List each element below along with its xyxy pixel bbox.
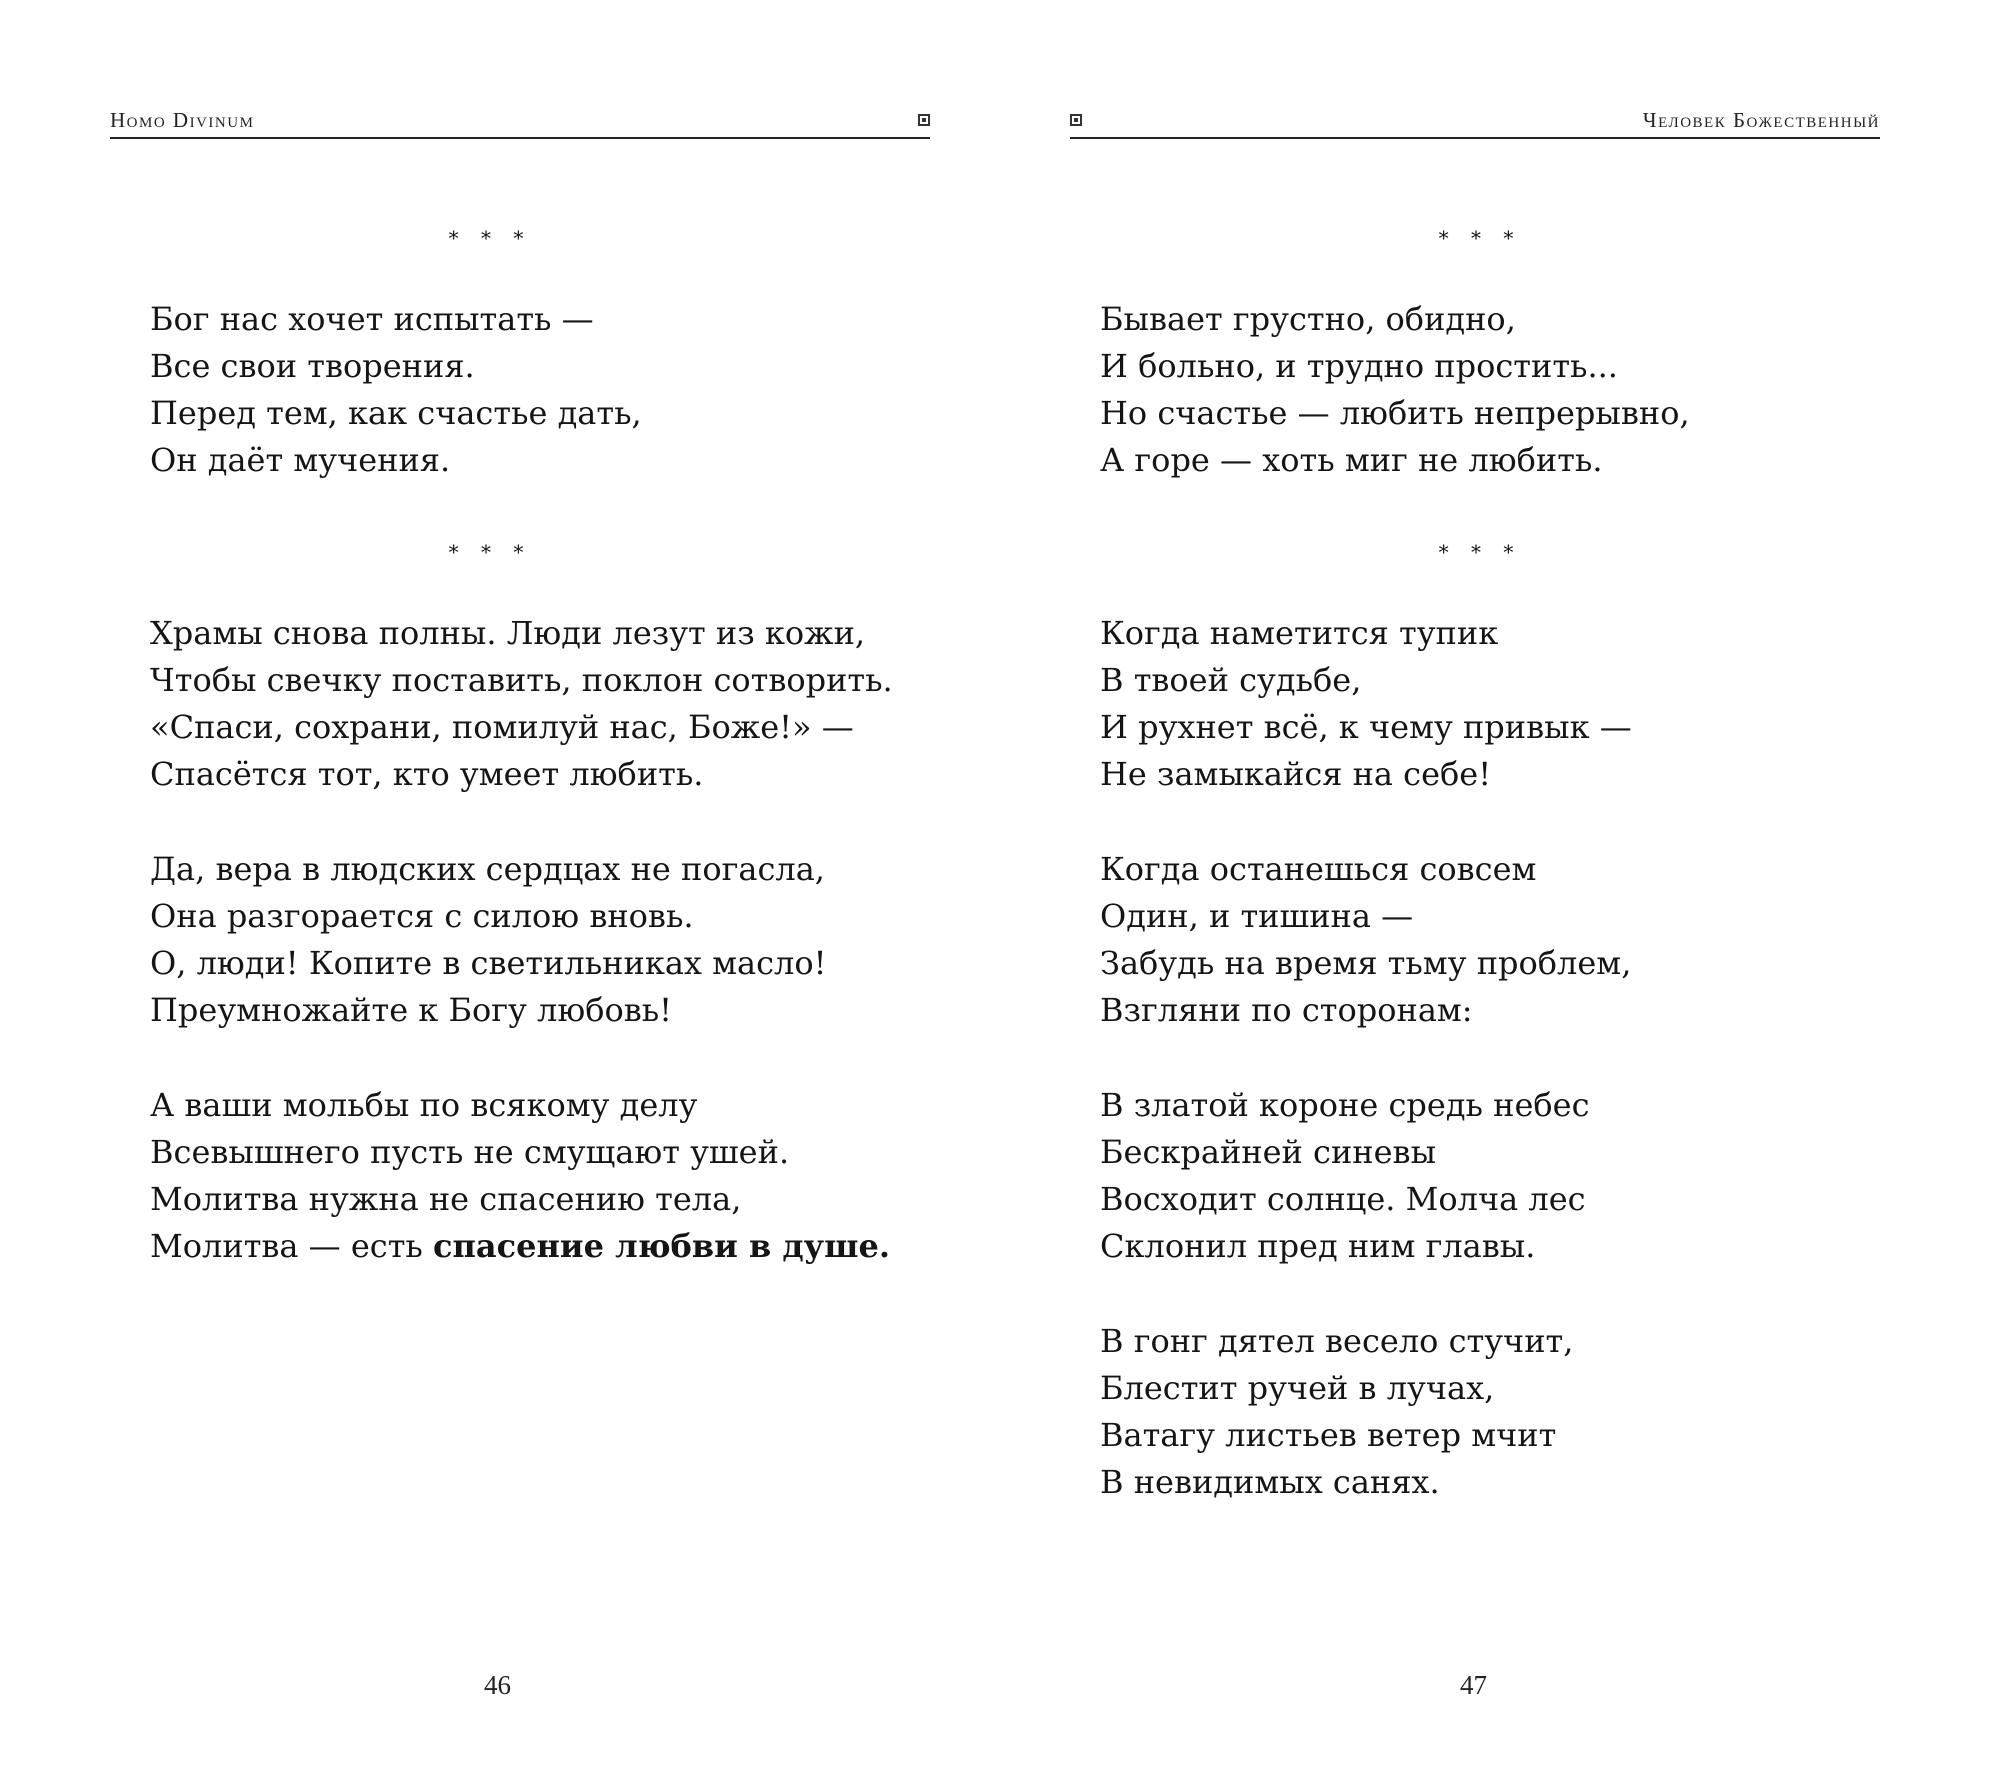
poem-line: Всевышнего пусть не смущают ушей. bbox=[150, 1133, 790, 1171]
poem-line: Один, и тишина — bbox=[1100, 897, 1414, 935]
poem bbox=[1100, 532, 1860, 1506]
poem-line: А ваши мольбы по всякому делу bbox=[150, 1086, 698, 1124]
poem-line: Чтобы свечку поставить, поклон сотворить. bbox=[150, 661, 893, 699]
poem-line: И больно, и трудно простить... bbox=[1100, 347, 1618, 385]
stanza bbox=[1100, 296, 1860, 484]
running-head-right: Человек Божественный bbox=[1642, 108, 1880, 132]
stanza bbox=[1100, 1318, 1860, 1506]
poem bbox=[150, 218, 910, 484]
stanza bbox=[150, 846, 910, 1034]
poem-line: Взгляни по сторонам: bbox=[1100, 991, 1473, 1029]
poem-line: Когда наметится тупик bbox=[1100, 614, 1499, 652]
poem-line: Преумножайте к Богу любовь! bbox=[150, 991, 673, 1029]
poem-line: Да, вера в людских сердцах не погасла, bbox=[150, 850, 825, 888]
poem-line: Восходит солнце. Молча лес bbox=[1100, 1180, 1586, 1218]
poem-line: Блестит ручей в лучах, bbox=[1100, 1369, 1495, 1407]
ornament-icon bbox=[918, 114, 930, 126]
poem-line: Бывает грустно, обидно, bbox=[1100, 300, 1516, 338]
page-number-right: 47 bbox=[1460, 1670, 1487, 1700]
poem-line: Все свои творения. bbox=[150, 347, 475, 385]
stanza bbox=[1100, 1082, 1860, 1270]
poem-line: В златой короне средь небес bbox=[1100, 1086, 1590, 1124]
poem-separator: * * * bbox=[448, 226, 532, 250]
poem-line: Не замыкайся на себе! bbox=[1100, 755, 1492, 793]
poem-separator: * * * bbox=[1438, 540, 1522, 564]
poem-line: А горе — хоть миг не любить. bbox=[1100, 441, 1603, 479]
poem-line: В невидимых санях. bbox=[1100, 1463, 1440, 1501]
stanza bbox=[1100, 846, 1860, 1034]
page-number-left: 46 bbox=[484, 1670, 511, 1700]
stanza bbox=[150, 296, 910, 484]
poem-line: Бог нас хочет испытать — bbox=[150, 300, 594, 338]
poem-separator: * * * bbox=[448, 540, 532, 564]
poem-line: Храмы снова полны. Люди лезут из кожи, bbox=[150, 614, 866, 652]
stanza bbox=[150, 610, 910, 798]
poem bbox=[1100, 218, 1860, 484]
poem-line-final bbox=[150, 1223, 910, 1270]
right-page-content bbox=[1100, 218, 1860, 1554]
poem-line: Когда останешься совсем bbox=[1100, 850, 1537, 888]
poem-line: Ватагу листьев ветер мчит bbox=[1100, 1416, 1557, 1454]
poem-line: Перед тем, как счастье дать, bbox=[150, 394, 642, 432]
poem-line: В твоей судьбе, bbox=[1100, 661, 1362, 699]
right-page bbox=[1000, 0, 2000, 1788]
poem-line: В гонг дятел весело стучит, bbox=[1100, 1322, 1574, 1360]
poem-line: Но счастье — любить непрерывно, bbox=[1100, 394, 1690, 432]
header-rule bbox=[1070, 137, 1880, 139]
header-rule bbox=[110, 137, 930, 139]
poem-line-bold: спасение любви в душе. bbox=[432, 1227, 891, 1265]
poem-line: Склонил пред ним главы. bbox=[1100, 1227, 1536, 1265]
poem-line: «Спаси, сохрани, помилуй нас, Боже!» — bbox=[150, 708, 854, 746]
poem bbox=[150, 532, 910, 1270]
stanza bbox=[150, 1082, 910, 1270]
left-page-content bbox=[150, 218, 910, 1318]
poem-line: Спасётся тот, кто умеет любить. bbox=[150, 755, 704, 793]
ornament-icon bbox=[1070, 114, 1082, 126]
running-head-left: Homo Divinum bbox=[110, 108, 255, 132]
poem-line: Молитва нужна не спасению тела, bbox=[150, 1180, 742, 1218]
poem-separator: * * * bbox=[1438, 226, 1522, 250]
poem-line: Она разгорается с силою вновь. bbox=[150, 897, 694, 935]
poem-line: Забудь на время тьму проблем, bbox=[1100, 944, 1632, 982]
stanza bbox=[1100, 610, 1860, 798]
poem-line-plain: Молитва — есть bbox=[150, 1227, 433, 1265]
poem-line: Он даёт мучения. bbox=[150, 441, 451, 479]
poem-line: И рухнет всё, к чему привык — bbox=[1100, 708, 1632, 746]
poem-line: О, люди! Копите в светильниках масло! bbox=[150, 944, 827, 982]
poem-line: Бескрайней синевы bbox=[1100, 1133, 1437, 1171]
